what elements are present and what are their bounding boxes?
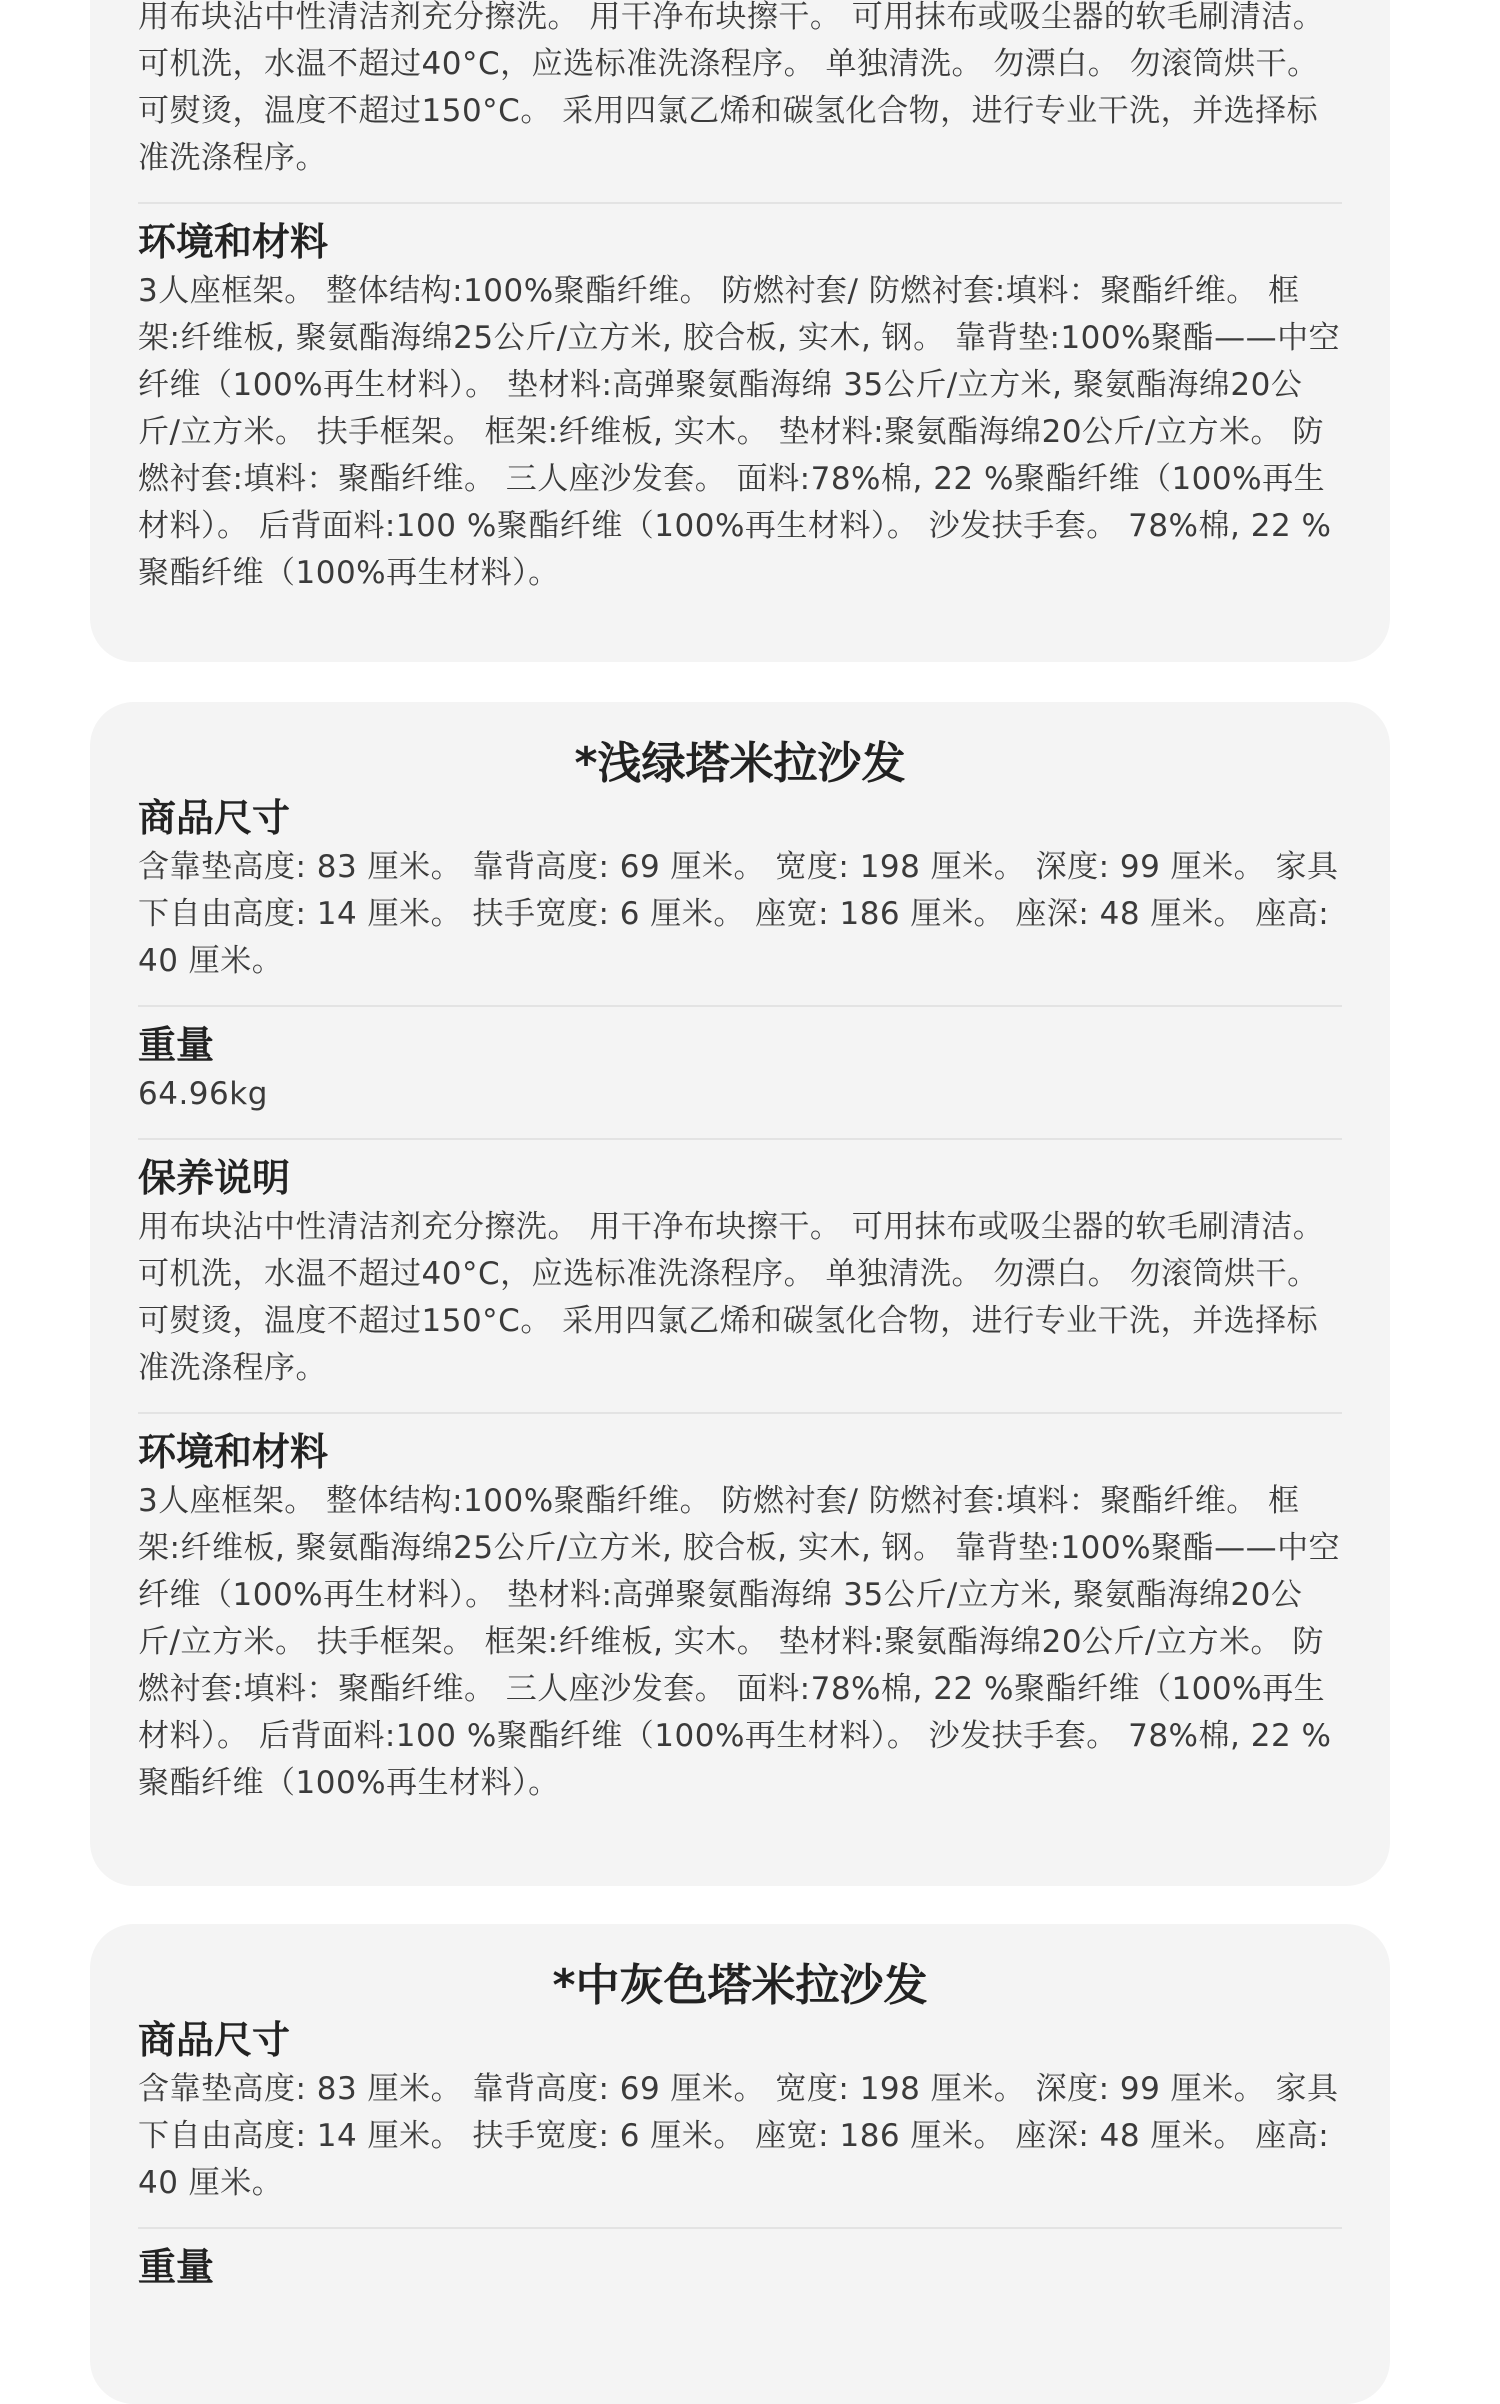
- care-section: [138, 1138, 1342, 1412]
- materials-body: 3人座框架。 整体结构:100%聚酯纤维。 防燃衬套/ 防燃衬套:填料：聚酯纤维。 框架:纤维板, 聚氨酯海绵25公斤/立方米, 胶合板, 实木, 钢。 靠背垫:100%聚酯——中空纤维（100%再生材料）。 垫材料:高弹聚氨酯海绵 35公斤/立方米, 聚氨酯海绵20公斤/立方米。 扶手框架。 框架:纤维板, 实木。 垫材料:聚氨酯海绵20公斤/立方米。 防燃衬套:填料：聚酯纤维。 三人座沙发套。 面料:78%棉, 22 %聚酯纤维（100%再生材料）。 后背面料:100 %聚酯纤维（100%再生材料）。 沙发扶手套。 78%棉, 22 %聚酯纤维（100%再生材料）。: [138, 273, 1341, 591]
- care-title: 保养说明: [138, 1156, 291, 1200]
- product-title: *浅绿塔米拉沙发: [574, 738, 906, 789]
- care-body: 用布块沾中性清洁剂充分擦洗。 用干净布块擦干。 可用抹布或吸尘器的软毛刷清洁。 可机洗，水温不超过40°C，应选标准洗涤程序。 单独清洗。 勿漂白。 勿滚筒烘干。 可熨烫，温度不超过150°C。 采用四氯乙烯和碳氢化合物，进行专业干洗，并选择标准洗涤程序。: [138, 1209, 1325, 1386]
- care-section: [138, 0, 1342, 202]
- materials-section: [138, 202, 1342, 617]
- product-card-light-green: [90, 702, 1390, 1886]
- dimensions-section: [138, 792, 1342, 1005]
- weight-value: 64.96kg: [138, 1076, 268, 1112]
- weight-title: 重量: [138, 1023, 215, 1067]
- product-card-medium-grey: [90, 1924, 1390, 2404]
- care-body: 用布块沾中性清洁剂充分擦洗。 用干净布块擦干。 可用抹布或吸尘器的软毛刷清洁。 可机洗，水温不超过40°C，应选标准洗涤程序。 单独清洗。 勿漂白。 勿滚筒烘干。 可熨烫，温度不超过150°C。 采用四氯乙烯和碳氢化合物，进行专业干洗，并选择标准洗涤程序。: [138, 0, 1325, 176]
- materials-section: [138, 1412, 1342, 1827]
- dimensions-body: 含靠垫高度: 83 厘米。 靠背高度: 69 厘米。 宽度: 198 厘米。 深度: 99 厘米。 家具下自由高度: 14 厘米。 扶手宽度: 6 厘米。 座宽: 186 厘米。 座深: 48 厘米。 座高: 40 厘米。: [138, 2071, 1339, 2201]
- weight-section: [138, 1005, 1342, 1138]
- materials-title: 环境和材料: [138, 1430, 329, 1474]
- product-card-previous: [90, 0, 1390, 662]
- dimensions-title: 商品尺寸: [138, 796, 291, 840]
- materials-body: 3人座框架。 整体结构:100%聚酯纤维。 防燃衬套/ 防燃衬套:填料：聚酯纤维。 框架:纤维板, 聚氨酯海绵25公斤/立方米, 胶合板, 实木, 钢。 靠背垫:100%聚酯——中空纤维（100%再生材料）。 垫材料:高弹聚氨酯海绵 35公斤/立方米, 聚氨酯海绵20公斤/立方米。 扶手框架。 框架:纤维板, 实木。 垫材料:聚氨酯海绵20公斤/立方米。 防燃衬套:填料：聚酯纤维。 三人座沙发套。 面料:78%棉, 22 %聚酯纤维（100%再生材料）。 后背面料:100 %聚酯纤维（100%再生材料）。 沙发扶手套。 78%棉, 22 %聚酯纤维（100%再生材料）。: [138, 1483, 1341, 1801]
- dimensions-section: [138, 2014, 1342, 2227]
- dimensions-body: 含靠垫高度: 83 厘米。 靠背高度: 69 厘米。 宽度: 198 厘米。 深度: 99 厘米。 家具下自由高度: 14 厘米。 扶手宽度: 6 厘米。 座宽: 186 厘米。 座深: 48 厘米。 座高: 40 厘米。: [138, 849, 1339, 979]
- product-title: *中灰色塔米拉沙发: [552, 1960, 928, 2011]
- materials-title: 环境和材料: [138, 220, 329, 264]
- dimensions-title: 商品尺寸: [138, 2018, 291, 2062]
- weight-section: [138, 2227, 1342, 2313]
- weight-title: 重量: [138, 2245, 215, 2289]
